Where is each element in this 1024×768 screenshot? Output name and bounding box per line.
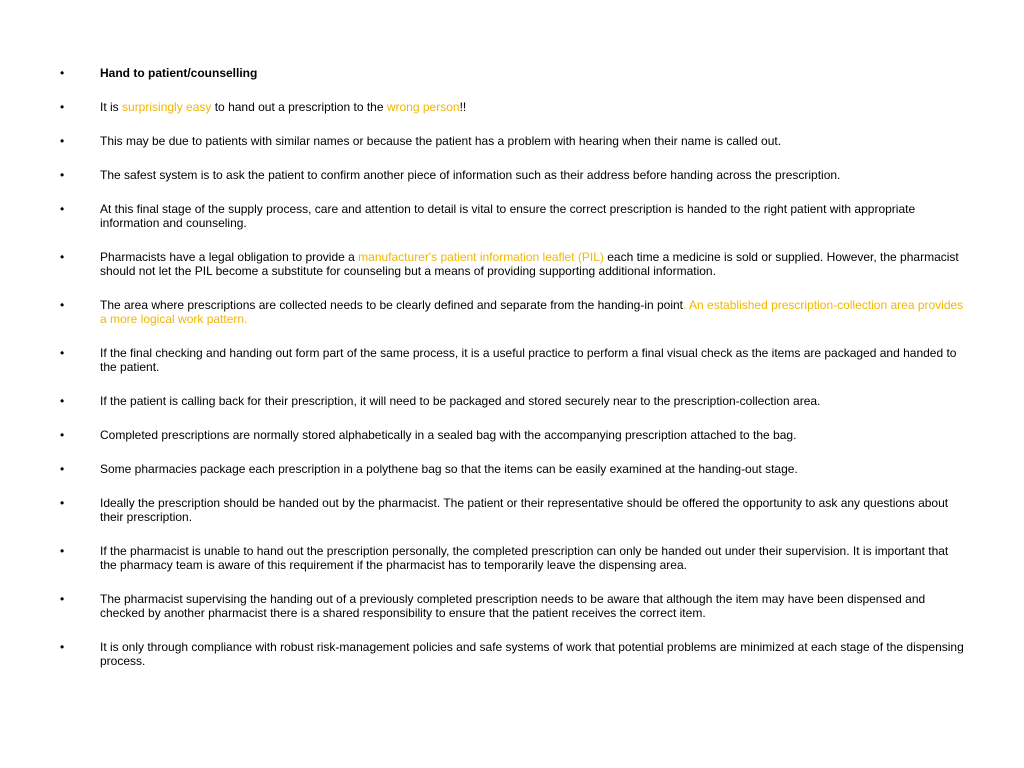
bullet-text: If the final checking and handing out form part of the same process, it is a useful practice to perform a final visual check as the items are packaged and handed to the patient. bbox=[100, 346, 957, 374]
bullet-text: The area where prescriptions are collected needs to be clearly defined and separate from the handing-in point bbox=[100, 298, 684, 312]
bullet-text: to hand out a prescription to the bbox=[211, 100, 387, 114]
bullet-text: Ideally the prescription should be handed out by the pharmacist. The patient or their representative should be offered the opportunity to ask any questions about their prescription. bbox=[100, 496, 949, 524]
bullet-text: It is only through compliance with robust risk-management policies and safe systems of work that potential problems are minimized at each stage of the dispensing process. bbox=[100, 640, 964, 668]
bullet-item bbox=[58, 394, 964, 408]
bullet-item bbox=[58, 100, 964, 114]
bullet-text: Some pharmacies package each prescription in a polythene bag so that the items can be easily examined at the handing-out stage. bbox=[100, 462, 798, 476]
bullet-mark: • bbox=[60, 134, 65, 148]
bullet-item bbox=[58, 640, 964, 668]
bullet-mark: • bbox=[60, 250, 65, 264]
bullet-heading-text: Hand to patient/counselling bbox=[100, 66, 258, 80]
highlight-text: . An established prescription-collection area provides a more logical work pattern. bbox=[100, 298, 964, 326]
bullet-mark: • bbox=[60, 202, 65, 216]
bullet-text: If the pharmacist is unable to hand out the prescription personally, the completed prescription can only be handed out under their supervision. It is important that the pharmacy team is aware of this requirement if the pharmacist has to temporarily leave the dispensing area. bbox=[100, 544, 949, 572]
bullet-text: Pharmacists have a legal obligation to provide a bbox=[100, 250, 359, 264]
bullet-item bbox=[58, 346, 964, 374]
bullet-text: The pharmacist supervising the handing out of a previously completed prescription needs to be aware that although the item may have been dispensed and checked by another pharmacist there is a shared responsibility to ensure that the patient receives the correct item. bbox=[100, 592, 926, 620]
bullet-text: The safest system is to ask the patient to confirm another piece of information such as their address before handing across the prescription. bbox=[100, 168, 841, 182]
bullet-item bbox=[58, 168, 964, 182]
bullet-text: It is bbox=[100, 100, 123, 114]
bullet-list bbox=[58, 66, 964, 668]
bullet-item bbox=[58, 462, 964, 476]
bullet-mark: • bbox=[60, 394, 65, 408]
bullet-text: !! bbox=[459, 100, 467, 114]
bullet-item-heading bbox=[58, 66, 964, 80]
bullet-text: If the patient is calling back for their prescription, it will need to be packaged and stored securely near to the prescription-collection area. bbox=[100, 394, 821, 408]
bullet-item bbox=[58, 544, 964, 572]
highlight-text: manufacturer's patient information leaflet (PIL) bbox=[358, 250, 604, 264]
highlight-text: wrong person bbox=[386, 100, 460, 114]
bullet-mark: • bbox=[60, 428, 65, 442]
bullet-mark: • bbox=[60, 496, 65, 510]
bullet-mark: • bbox=[60, 640, 65, 654]
bullet-mark: • bbox=[60, 66, 65, 80]
bullet-item bbox=[58, 298, 964, 326]
bullet-item bbox=[58, 250, 964, 278]
bullet-item bbox=[58, 202, 964, 230]
bullet-mark: • bbox=[60, 168, 65, 182]
bullet-item bbox=[58, 428, 964, 442]
bullet-mark: • bbox=[60, 592, 65, 606]
bullet-text: Completed prescriptions are normally stored alphabetically in a sealed bag with the accompanying prescription attached to the bag. bbox=[100, 428, 797, 442]
bullet-text: At this final stage of the supply process, care and attention to detail is vital to ensure the correct prescription is handed to the right patient with appropriate information and counseling. bbox=[100, 202, 916, 230]
bullet-mark: • bbox=[60, 100, 65, 114]
bullet-mark: • bbox=[60, 298, 65, 312]
bullet-mark: • bbox=[60, 462, 65, 476]
bullet-text: This may be due to patients with similar names or because the patient has a problem with hearing when their name is called out. bbox=[100, 134, 782, 148]
bullet-mark: • bbox=[60, 544, 65, 558]
bullet-item bbox=[58, 134, 964, 148]
bullet-item bbox=[58, 496, 964, 524]
bullet-text: each time a medicine is sold or supplied. However, the pharmacist should not let the PIL become a substitute for counseling but a means of providing supporting additional information. bbox=[100, 250, 959, 278]
bullet-item bbox=[58, 592, 964, 620]
highlight-text: surprisingly easy bbox=[122, 100, 212, 114]
bullet-mark: • bbox=[60, 346, 65, 360]
